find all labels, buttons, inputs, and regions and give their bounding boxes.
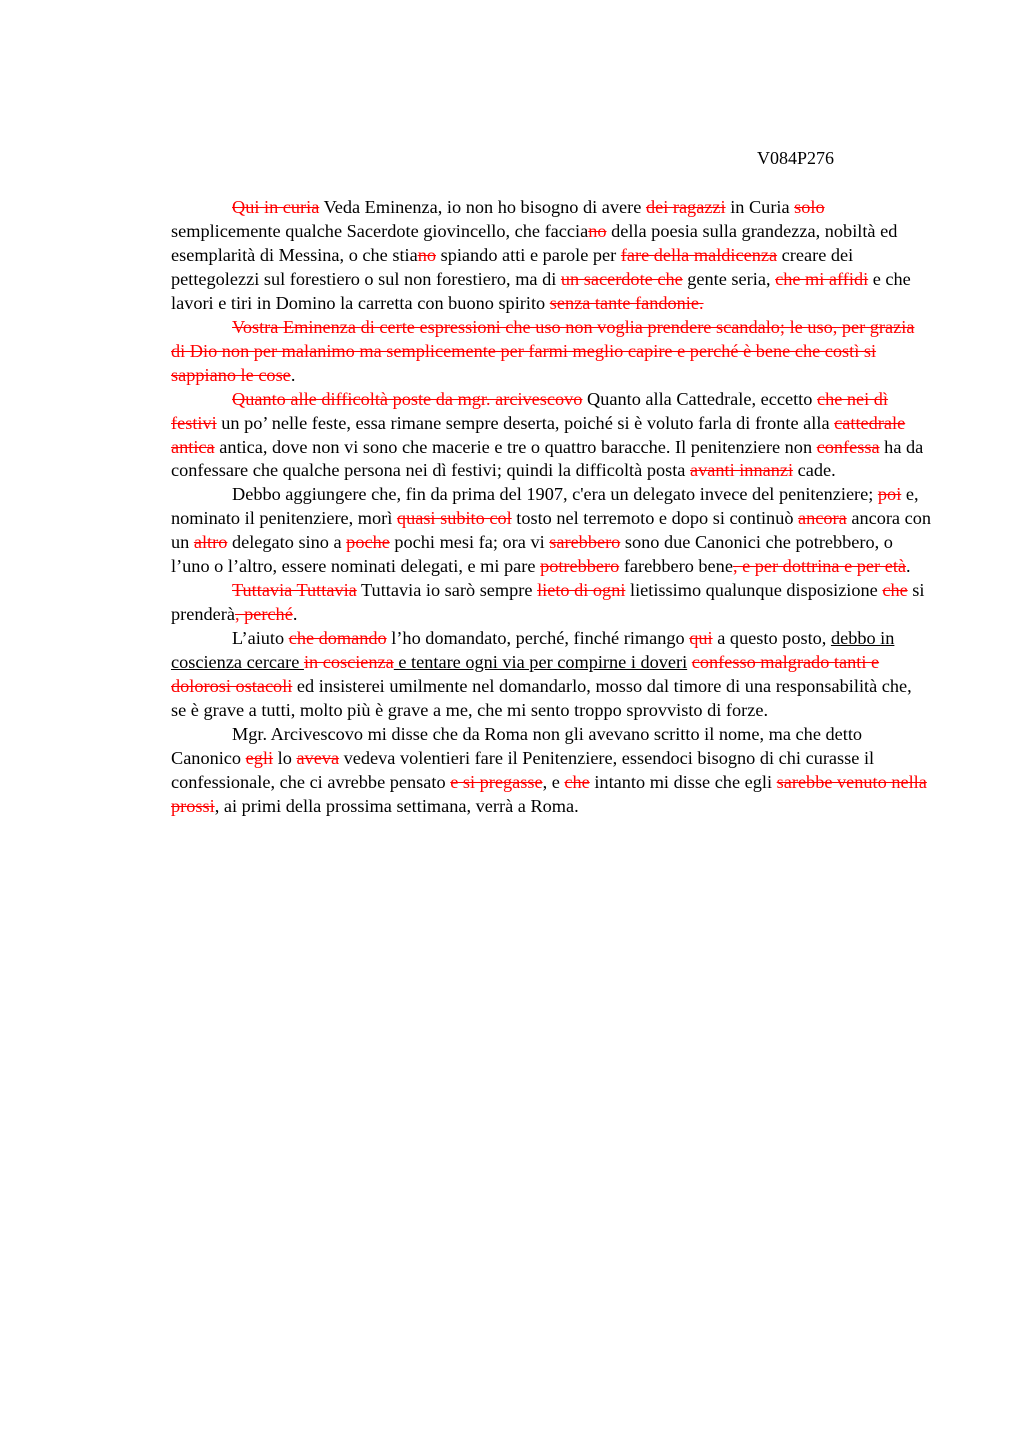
text-run: Tuttavia io sarò sempre <box>356 580 538 601</box>
text-run: , e <box>542 771 565 792</box>
deleted-text: poche <box>346 532 390 553</box>
underlined-text: debbo in coscienza cercare <box>171 628 895 673</box>
deleted-text: avanti innanzi <box>689 460 794 481</box>
deleted-text: Quanto alle difficoltà poste da mgr. arcivescovo <box>232 388 583 409</box>
deleted-text: dei ragazzi <box>645 197 726 217</box>
text-run: L’aiuto <box>232 628 289 649</box>
underlined-text: e tentare ogni via per compirne i doveri <box>393 652 688 673</box>
paragraph <box>171 627 931 723</box>
deleted-text: no <box>588 220 607 241</box>
deleted-text: in coscienza <box>303 652 394 673</box>
text-run: cade. <box>793 460 836 481</box>
text-run: . <box>906 556 911 577</box>
text-run: lietissimo qualunque disposizione <box>625 580 883 601</box>
text-run: spiando atti e parole per <box>436 244 621 265</box>
deleted-text: ancora <box>798 508 847 529</box>
text-run: della poesia sulla grandezza, nobiltà ed esemplarità di Messina, o che stia <box>171 220 898 265</box>
paragraph <box>171 196 931 316</box>
text-run: si prenderà <box>171 580 925 625</box>
deleted-text: Tuttavia Tuttavia <box>232 580 357 601</box>
text-run: l’ho domandato, perché, finché rimango <box>386 628 690 649</box>
text-run: Mgr. Arcivescovo mi disse che da Roma non gli avevano scritto il nome, ma che detto Canonico <box>171 723 863 768</box>
deleted-text: senza tante fandonie. <box>549 292 704 313</box>
deleted-text: che <box>564 771 590 792</box>
paragraph <box>171 579 931 627</box>
text-run: antica, dove non vi sono che macerie e tre o quattro baracche. Il penitenziere non <box>214 436 817 457</box>
deleted-text: , perché <box>234 604 293 625</box>
deleted-text: confesso malgrado tanti e dolorosi ostacoli <box>171 652 880 697</box>
text-run: farebbero bene <box>619 556 733 577</box>
deleted-text: che domando <box>288 628 387 649</box>
text-run: un po’ nelle feste, essa rimane sempre deserta, poiché si è voluto farla di fronte alla <box>216 412 835 433</box>
text-run: delegato sino a <box>227 532 347 553</box>
text-run: gente seria, <box>682 268 776 289</box>
deleted-text: poi <box>877 484 902 505</box>
deleted-text: , e per dottrina e per età <box>732 556 907 577</box>
deleted-text: che mi affidi <box>775 268 869 289</box>
deleted-text: cattedrale antica <box>171 412 906 457</box>
text-run: Quanto alla Cattedrale, eccetto <box>582 388 817 409</box>
text-run: a questo posto, <box>712 628 831 649</box>
text-run: , ai primi della prossima settimana, verrà a Roma. <box>214 795 579 816</box>
paragraph <box>171 723 931 819</box>
text-run: tosto nel terremoto e dopo si continuò <box>511 508 799 529</box>
deleted-text: che nei dì festivi <box>171 388 889 433</box>
deleted-text: quasi subito col <box>396 508 512 529</box>
text-run: Debbo aggiungere che, fin da prima del 1907, c'era un delegato invece del penitenziere; <box>232 484 878 505</box>
deleted-text: confessa <box>816 436 880 457</box>
text-run: Veda Eminenza, io non ho bisogno di avere <box>319 197 646 217</box>
deleted-text: qui <box>689 628 713 649</box>
deleted-text: un sacerdote che <box>560 268 683 289</box>
deleted-text: Vostra Eminenza di certe espressioni che uso non voglia prendere scandalo; le uso, per grazia di Dio non per malanimo ma semplicemente per farmi meglio capire e perché è bene che costì si sappiano le cose <box>171 316 915 385</box>
deleted-text: lieto di ogni <box>537 580 626 601</box>
text-run: e che lavori e tiri in Domino la carretta con buono spirito <box>171 268 911 313</box>
text-run: ancora con un <box>171 508 932 553</box>
deleted-text: e si pregasse <box>450 771 543 792</box>
deleted-text: sarebbero <box>549 532 621 553</box>
deleted-text: potrebbero <box>540 556 620 577</box>
text-run: in Curia <box>725 197 795 217</box>
text-run: . <box>290 364 296 385</box>
paragraph <box>171 483 931 579</box>
document-id: V084P276 <box>757 148 835 168</box>
text-run: lo <box>273 747 297 768</box>
letter-body <box>171 196 931 819</box>
text-run: semplicemente qualche Sacerdote giovincello, che faccia <box>171 220 589 241</box>
deleted-text: che <box>882 580 908 601</box>
deleted-text: fare della maldicenza <box>620 244 778 265</box>
text-run: ha da confessare che qualche persona nei dì festivi; quindi la difficoltà posta <box>171 436 924 481</box>
deleted-text: solo <box>794 197 825 217</box>
text-run: pochi mesi fa; ora vi <box>389 532 550 553</box>
text-run: vedeva volentieri fare il Penitenziere, essendoci bisogno di chi curasse il confessionale, che ci avrebbe pensato <box>171 747 875 792</box>
text-run: sono due Canonici che potrebbero, o l’uno o l’altro, essere nominati delegati, e mi pare <box>171 532 893 577</box>
text-run: . <box>292 604 298 625</box>
deleted-text: altro <box>193 532 228 553</box>
text-run: creare dei pettegolezzi sul forestiero o sul non forestiero, ma di <box>171 244 854 289</box>
deleted-text: no <box>417 244 437 265</box>
paragraph <box>171 316 931 388</box>
deleted-text: egli <box>245 747 274 768</box>
deleted-text: sarebbe venuto nella prossi <box>171 771 927 816</box>
paragraph <box>171 388 931 484</box>
text-run: ed insisterei umilmente nel domandarlo, mosso dal timore di una responsabilità che, se è grave a tutti, molto più è grave a me, che mi sento troppo sprovvisto di forze. <box>171 676 912 721</box>
deleted-text: Qui in curia <box>232 197 320 217</box>
deleted-text: aveva <box>296 747 340 768</box>
text-run: intanto mi disse che egli <box>589 771 777 792</box>
text-run: e, nominato il penitenziere, morì <box>171 484 919 529</box>
